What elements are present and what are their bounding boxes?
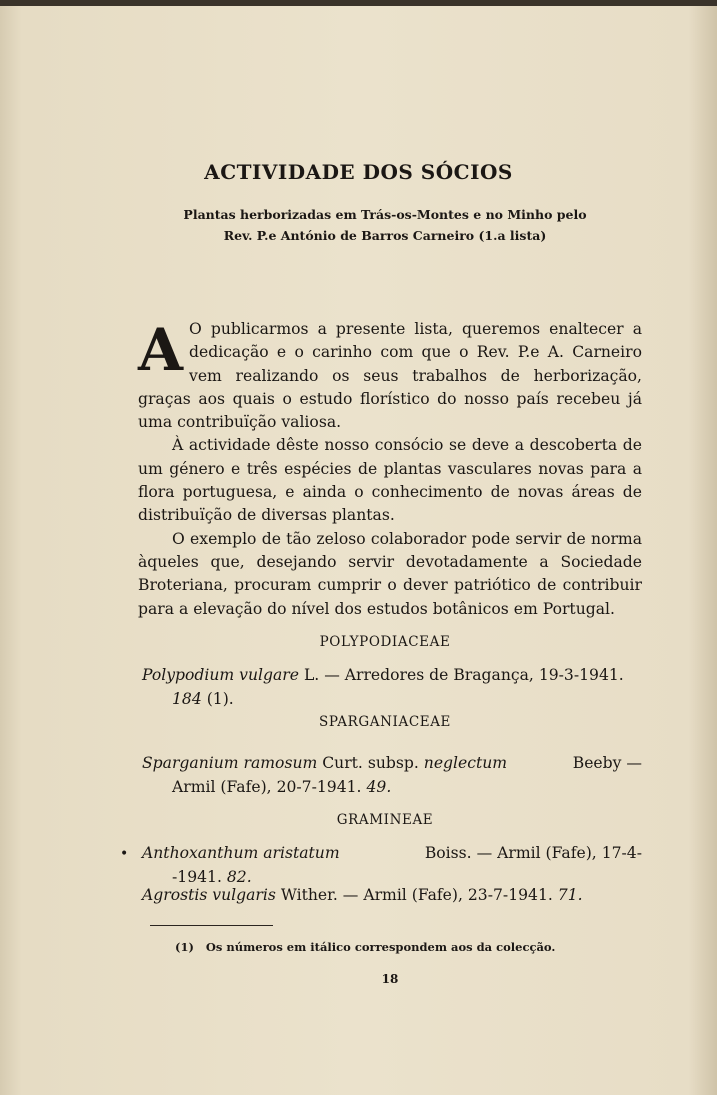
- subtitle: [150, 204, 620, 246]
- intro-paragraph-2: À actividade dêste nosso consócio se deve a descoberta de um género e três espécies de plantas vasculares novas para a flora portuguesa, e ainda o conhecimento de novas áreas de distribuïção de diversas plantas.: [138, 436, 642, 525]
- species-author-locality: L. — Arredores de Bragança, 19-3-1941.: [298, 666, 624, 684]
- page-number: 18: [381, 972, 399, 986]
- species-entry-sparganium: [142, 752, 642, 799]
- footnote: (1) Os números em itálico correspondem aos da colecção.: [175, 940, 556, 954]
- species-entry-agrostis: [142, 884, 642, 908]
- date: -1941.: [172, 867, 227, 886]
- subtitle-line-1: Plantas herborizadas em Trás-os-Montes e no Minho pelo: [183, 207, 587, 222]
- collection-number: 71.: [557, 886, 583, 904]
- family-heading-gramineae: GRAMINEAE: [336, 812, 434, 828]
- species-entry-polypodium: [142, 664, 642, 711]
- footnote-ref: (1).: [201, 689, 234, 708]
- species-name: Anthoxanthum aristatum: [142, 844, 340, 862]
- species-name: Agrostis vulgaris: [142, 886, 276, 904]
- intro-paragraph-1-text: O publicarmos a presente lista, queremos enaltecer a dedicação e o carinho com que o Rev. P.e A. Carneiro vem realizando os seus trabalhos de herborização, graças aos quais o estudo florístico do nosso país recebeu já uma contribuïção valiosa.: [138, 320, 642, 432]
- intro-text: [138, 318, 642, 621]
- species-author: Curt. subsp.: [317, 754, 424, 772]
- page-title: ACTIVIDADE DOS SÓCIOS: [204, 160, 513, 184]
- collection-number: 184: [172, 689, 202, 708]
- bullet-mark: •: [120, 846, 129, 862]
- species-entry-anthoxanthum: [120, 842, 642, 889]
- subspecies-name: neglectum: [423, 754, 508, 772]
- family-heading-sparganiaceae: SPARGANIACEAE: [318, 714, 452, 730]
- intro-paragraph-3: O exemplo de tão zeloso colaborador pode servir de norma àqueles que, desejando servir devotadamente a Sociedade Broteriana, procuram cumprir o dever patriótico de contribuir para a elevação do nível dos estudos botânicos em Portugal.: [138, 529, 642, 618]
- locality: Boiss. — Armil (Fafe), 17-4-: [424, 844, 642, 862]
- collection-number: 82.: [226, 867, 252, 886]
- collection-number: 49.: [366, 777, 392, 796]
- family-heading-polypodiaceae: POLYPODIACEAE: [319, 634, 451, 650]
- species-name: Polypodium vulgare: [142, 666, 299, 684]
- species-name: Sparganium ramosum: [142, 754, 318, 772]
- drop-cap: A: [138, 316, 184, 384]
- subtitle-line-2: Rev. P.e António de Barros Carneiro (1.a lista): [223, 228, 547, 243]
- locality: Wither. — Armil (Fafe), 23-7-1941.: [275, 886, 558, 904]
- locality: Armil (Fafe), 20-7-1941.: [172, 777, 367, 796]
- footnote-divider: [150, 925, 273, 926]
- subspecies-author: Beeby —: [572, 754, 642, 772]
- intro-paragraph-1: [138, 318, 642, 434]
